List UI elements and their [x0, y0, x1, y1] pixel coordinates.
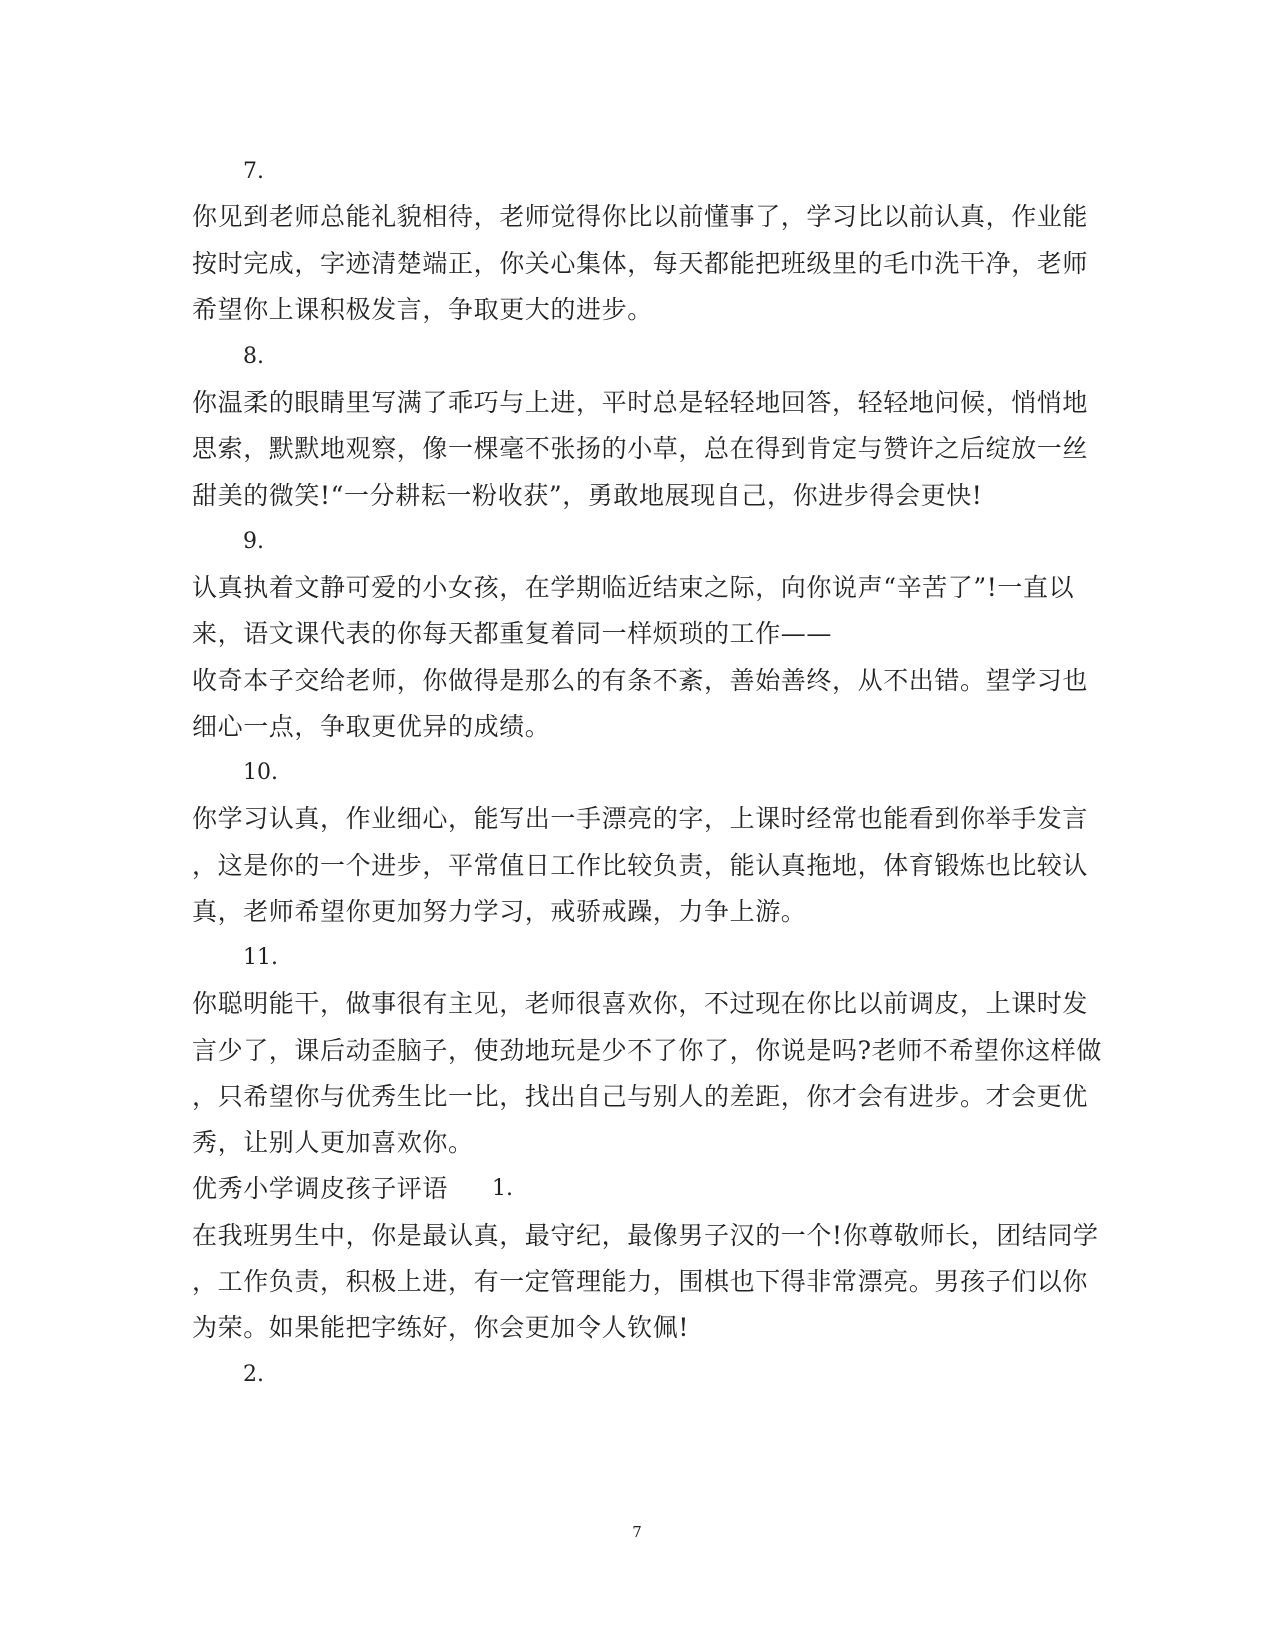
paragraph-line: 细心一点，争取更优异的成绩。 — [192, 712, 551, 741]
paragraph-line: 你学习认真，作业细心，能写出一手漂亮的字，上课时经常也能看到你举手发言 — [192, 804, 1089, 833]
item-number: 8. — [243, 344, 264, 369]
paragraph-line: 你聪明能干，做事很有主见，老师很喜欢你，不过现在你比以前调皮，上课时发 — [192, 989, 1089, 1018]
paragraph-line: 认真执着文静可爱的小女孩，在学期临近结束之际，向你说声“辛苦了”!一直以 — [192, 573, 1075, 602]
paragraph-line: 甜美的微笑!“一分耕耘一粉收获”，勇敢地展现自己，你进步得会更快! — [192, 481, 983, 510]
item-number: 7. — [243, 159, 264, 184]
item-number: 11. — [243, 945, 278, 970]
item-number: 2. — [243, 1362, 264, 1387]
paragraph-line: 你温柔的眼睛里写满了乖巧与上进，平时总是轻轻地回答，轻轻地问候，悄悄地 — [192, 388, 1089, 417]
paragraph-line: 你见到老师总能礼貌相待，老师觉得你比以前懂事了，学习比以前认真，作业能 — [192, 202, 1089, 231]
paragraph-line: ，这是你的一个进步，平常值日工作比较负责，能认真拖地，体育锻炼也比较认 — [192, 851, 1089, 880]
page-number: 7 — [632, 1523, 642, 1541]
paragraph-line: 希望你上课积极发言，争取更大的进步。 — [192, 295, 653, 324]
paragraph-line: 真，老师希望你更加努力学习，戒骄戒躁，力争上游。 — [192, 897, 807, 926]
item-number: 1. — [492, 1176, 513, 1201]
item-number: 10. — [243, 760, 278, 785]
paragraph-line: ，只希望你与优秀生比一比，找出自己与别人的差距，你才会有进步。才会更优 — [192, 1082, 1089, 1111]
paragraph-line: ，工作负责，积极上进，有一定管理能力，围棋也下得非常漂亮。男孩子们以你 — [192, 1267, 1089, 1296]
item-number: 9. — [243, 529, 264, 554]
paragraph-line: 言少了，课后动歪脑子，使劲地玩是少不了你了，你说是吗?老师不希望你这样做 — [192, 1036, 1103, 1065]
paragraph-line: 为荣。如果能把字练好，你会更加令人钦佩! — [192, 1313, 690, 1342]
section-heading: 优秀小学调皮孩子评语 — [192, 1174, 449, 1203]
paragraph-line: 收奇本子交给老师，你做得是那么的有条不紊，善始善终，从不出错。望学习也 — [192, 666, 1089, 695]
paragraph-line: 在我班男生中，你是最认真，最守纪，最像男子汉的一个!你尊敬师长，团结同学 — [192, 1221, 1099, 1250]
paragraph-line: 来，语文课代表的你每天都重复着同一样烦琐的工作—— — [192, 619, 833, 648]
paragraph-line: 秀，让别人更加喜欢你。 — [192, 1128, 474, 1157]
paragraph-line: 按时完成，字迹清楚端正，你关心集体，每天都能把班级里的毛巾洗干净，老师 — [192, 249, 1089, 278]
paragraph-line: 思索，默默地观察，像一棵毫不张扬的小草，总在得到肯定与赞许之后绽放一丝 — [192, 434, 1089, 463]
